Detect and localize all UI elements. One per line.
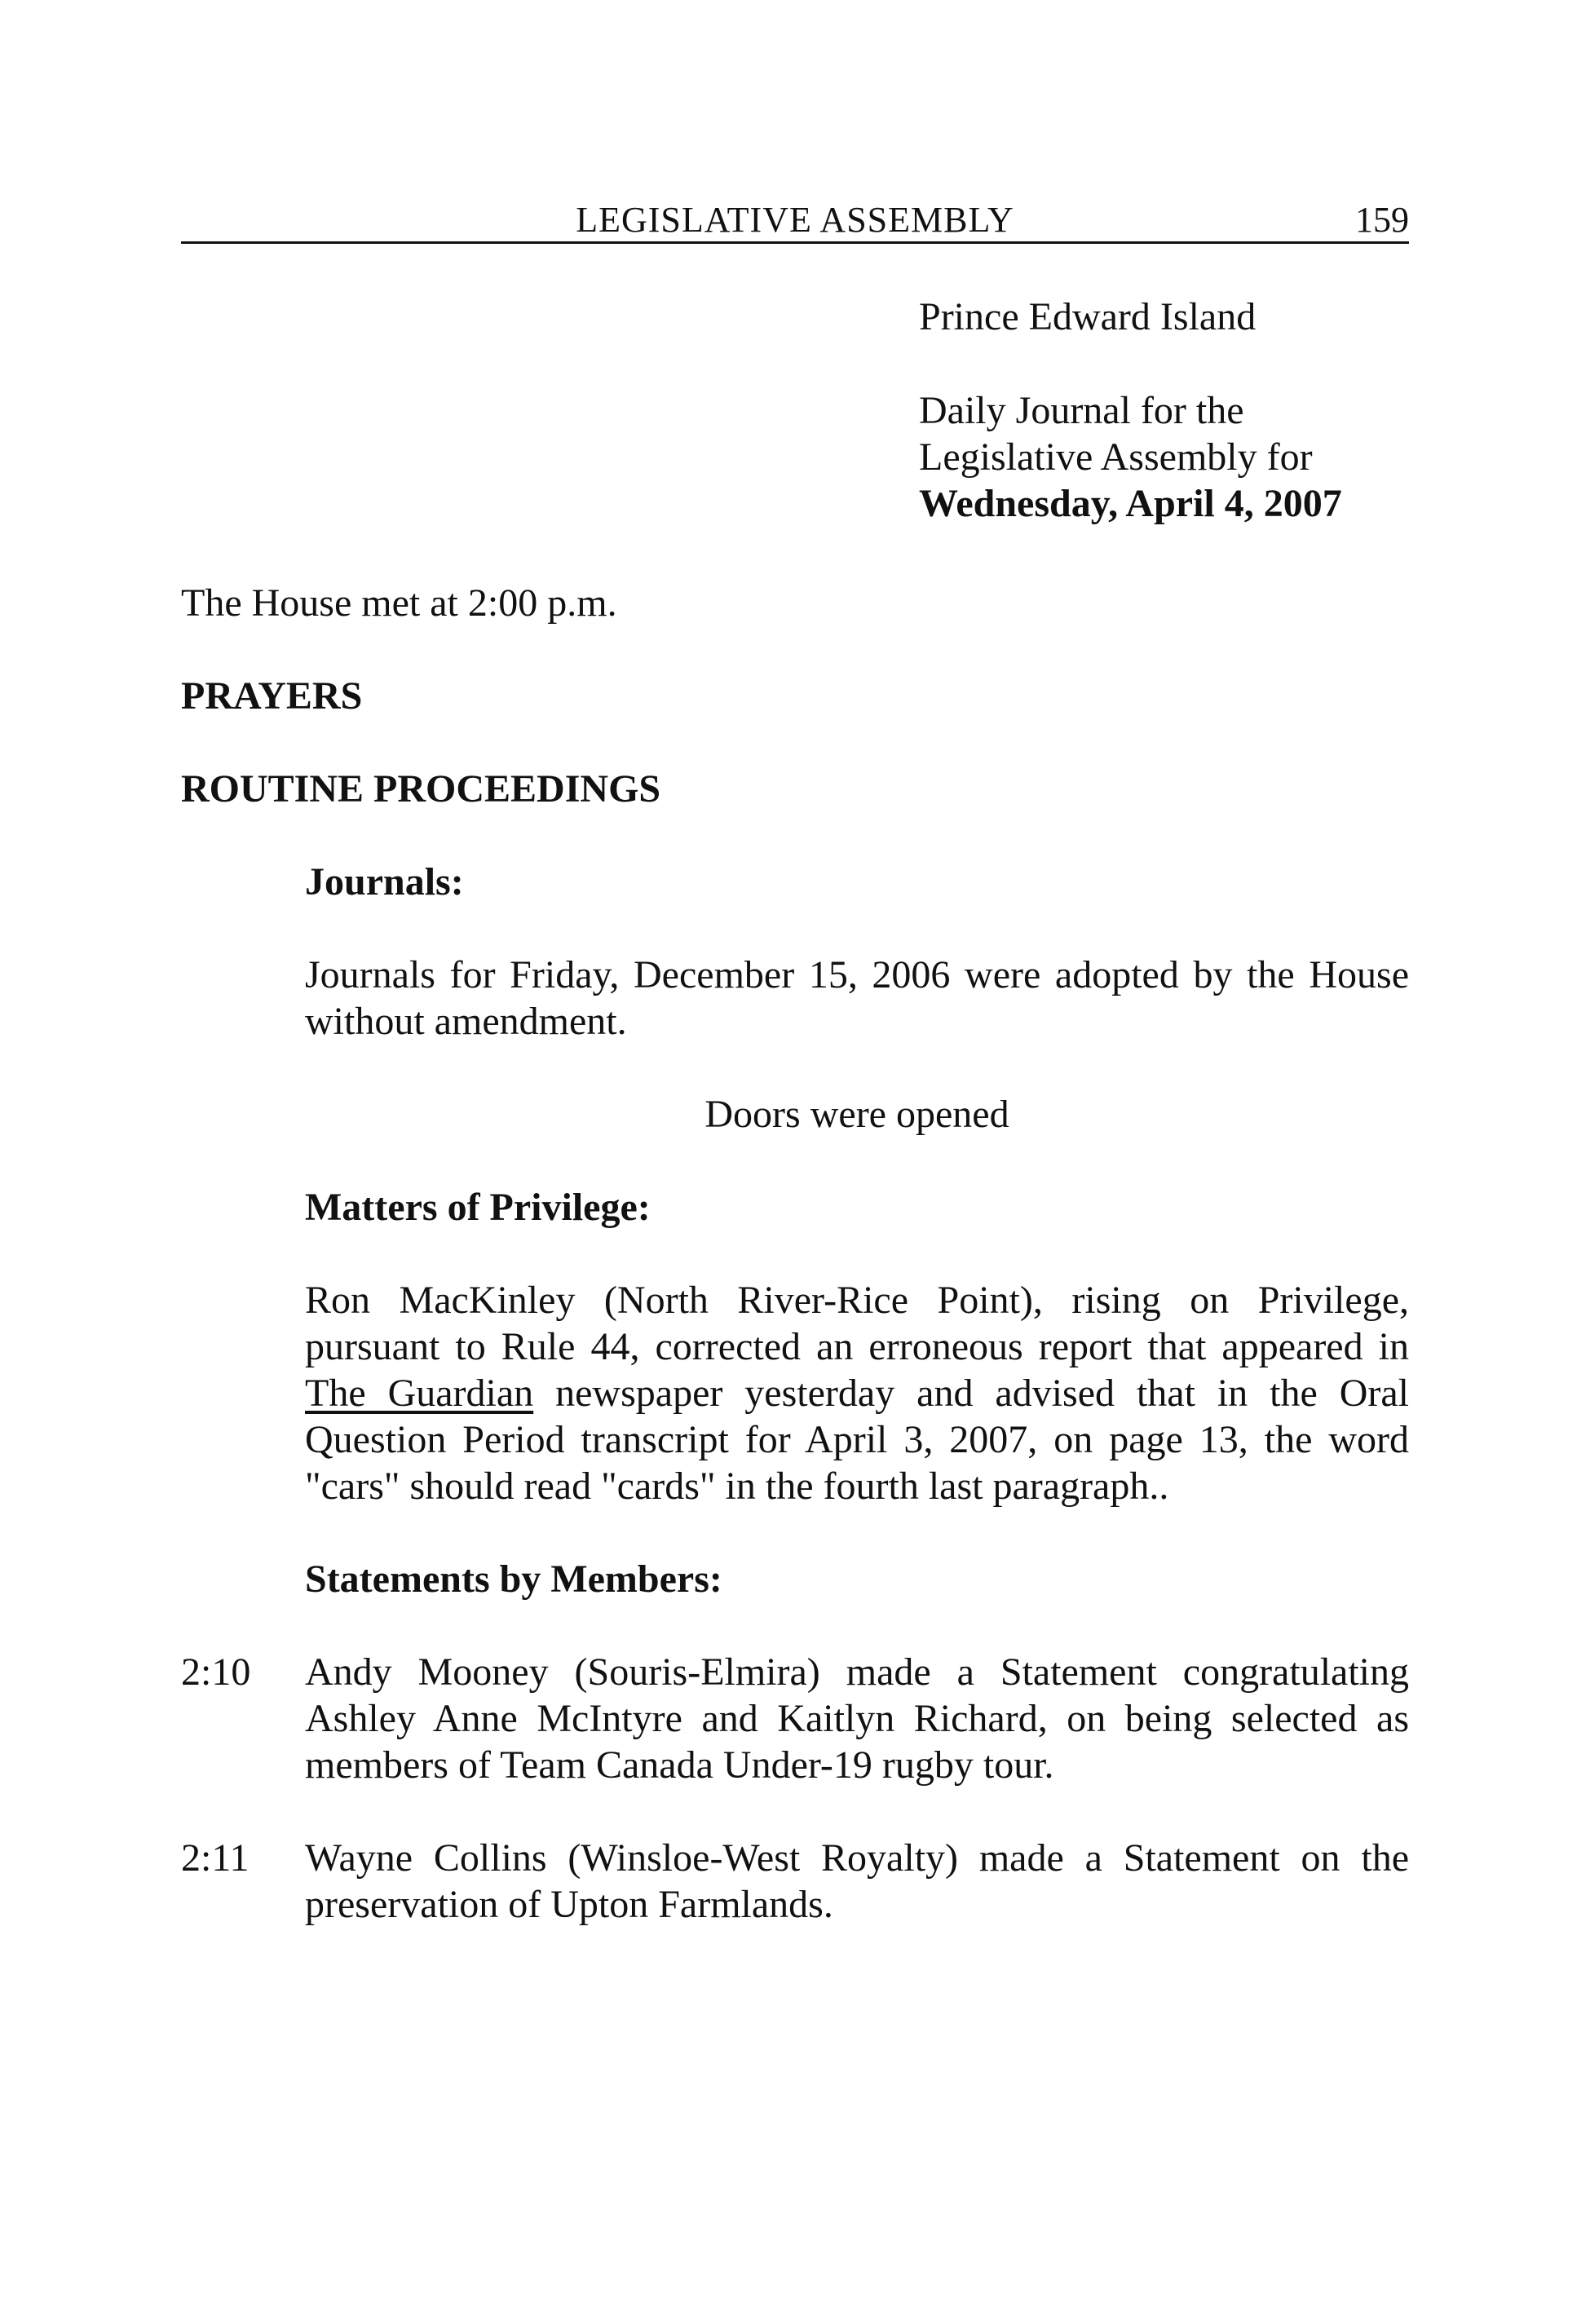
privilege-paragraph bbox=[305, 1277, 1409, 1509]
doors-opened-note: Doors were opened bbox=[704, 1093, 1009, 1136]
privilege-text-end: newspaper yesterday and advised that in the Oral Question Period transcript for April 3, 2007, on page 13, the word "cars" should read "cards" in the fourth last paragraph.. bbox=[305, 1372, 1410, 1508]
header-title: LEGISLATIVE ASSEMBLY bbox=[576, 200, 1014, 240]
journal-title-block bbox=[919, 294, 1408, 527]
heading-statements-by-members: Statements by Members: bbox=[305, 1557, 722, 1601]
heading-routine-proceedings: ROUTINE PROCEEDINGS bbox=[181, 767, 661, 811]
journal-date: Wednesday, April 4, 2007 bbox=[919, 482, 1342, 525]
privilege-text-start: Ron MacKinley (North River-Rice Point), rising on Privilege, pursuant to Rule 44, corrected an erroneous report that appeared in bbox=[305, 1279, 1409, 1368]
statement-text: Andy Mooney (Souris-Elmira) made a Statement congratulating Ashley Anne McIntyre and Kaitlyn Richard, on being selected as members of Team Canada Under-19 rugby tour. bbox=[305, 1650, 1409, 1787]
heading-prayers: PRAYERS bbox=[181, 674, 363, 718]
statement-time: 2:10 bbox=[181, 1650, 251, 1694]
running-header bbox=[181, 199, 1409, 244]
province-name: Prince Edward Island bbox=[919, 295, 1257, 338]
page-number: 159 bbox=[1355, 200, 1409, 240]
statement-time: 2:11 bbox=[181, 1836, 250, 1880]
heading-matters-of-privilege: Matters of Privilege: bbox=[305, 1186, 651, 1229]
heading-journals: Journals: bbox=[305, 860, 464, 904]
journal-title-line-1: Daily Journal for the bbox=[919, 389, 1244, 432]
statement-text: Wayne Collins (Winsloe-West Royalty) made a Statement on the preservation of Upton Farmlands. bbox=[305, 1836, 1409, 1926]
journal-title-line-2: Legislative Assembly for bbox=[919, 435, 1313, 479]
newspaper-name: The Guardian bbox=[305, 1372, 534, 1415]
opening-statement: The House met at 2:00 p.m. bbox=[181, 581, 617, 625]
journal-page bbox=[181, 0, 1409, 2324]
journals-paragraph: Journals for Friday, December 15, 2006 were adopted by the House without amendment. bbox=[305, 953, 1409, 1043]
